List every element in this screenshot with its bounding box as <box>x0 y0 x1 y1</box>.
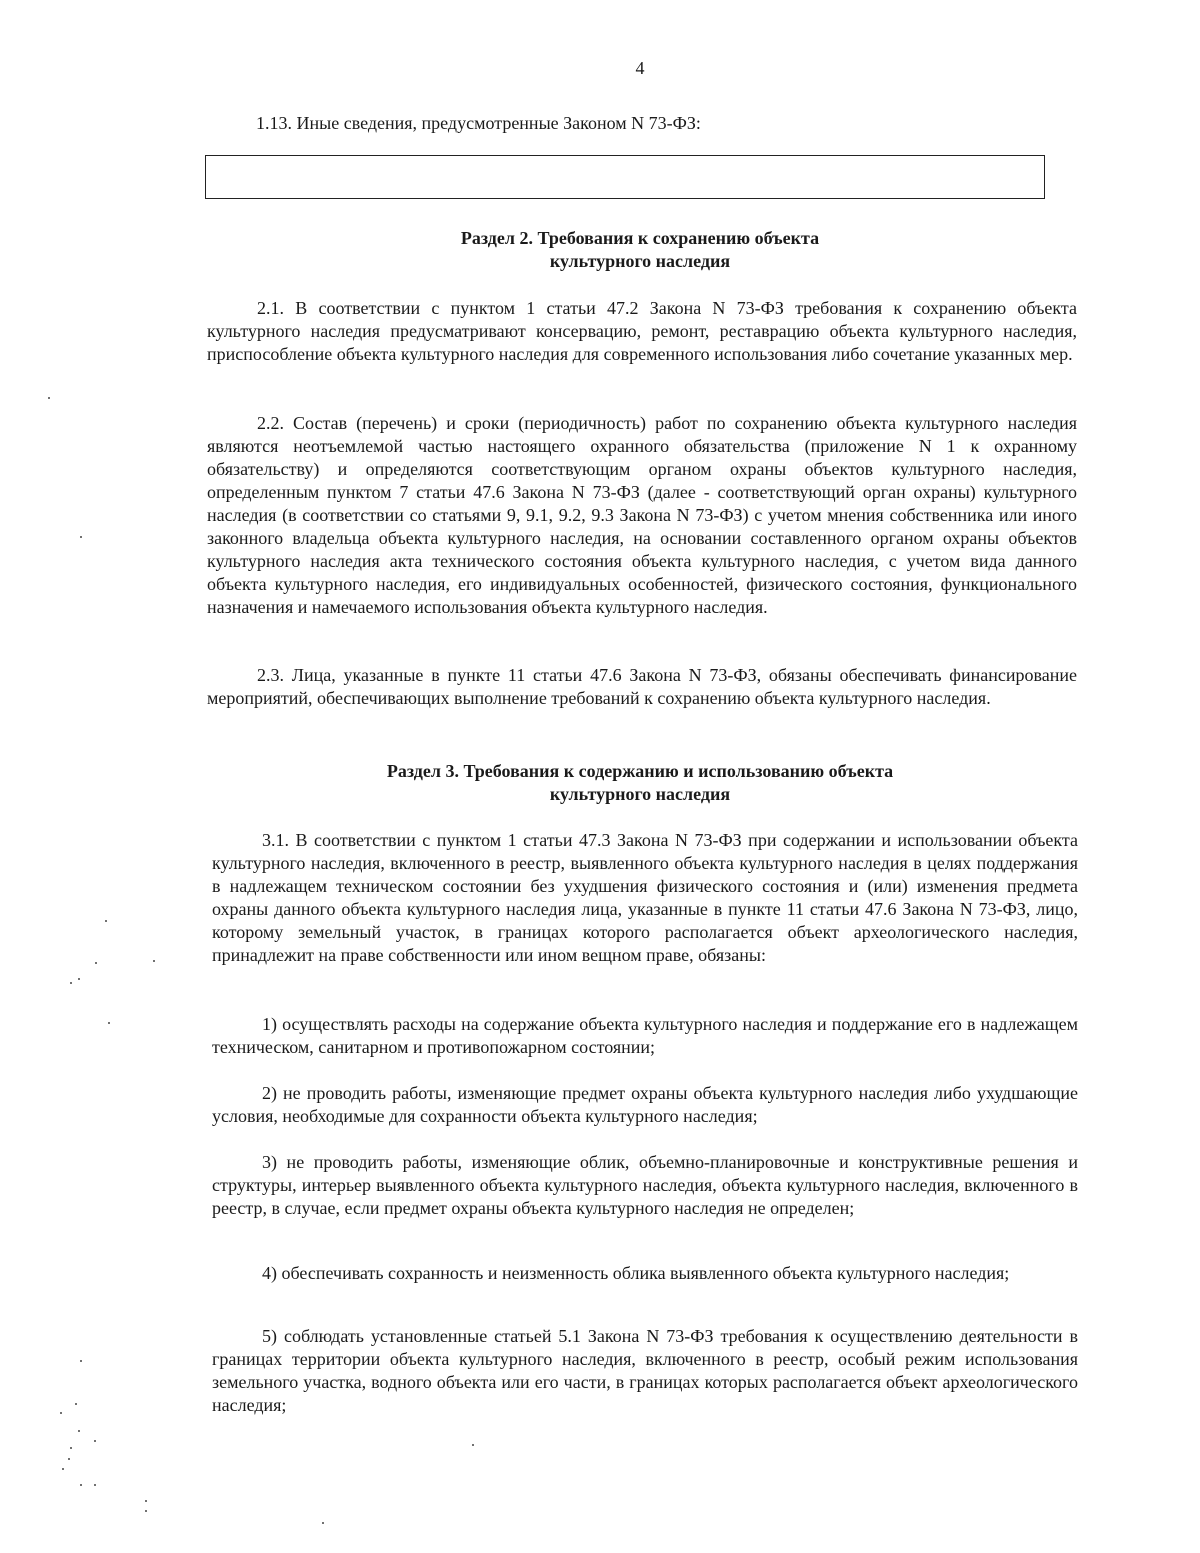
paragraph-2-3: 2.3. Лица, указанные в пункте 11 статьи 47.6 Закона N 73-ФЗ, обязаны обеспечивать финансирование мероприятий, обеспечивающих выполнение требований к сохранению объекта культурного наследия. <box>207 665 1077 708</box>
item-1-13-text: 1.13. Иные сведения, предусмотренные Законом N 73-ФЗ: <box>256 113 701 133</box>
section-3-heading-line-2: культурного наследия <box>549 784 731 804</box>
list-item-3: 3) не проводить работы, изменяющие облик, объемно-планировочные и конструктивные решения и структуры, интерьер выявленного объекта культурного наследия, объекта культурного наследия, включенного в реестр, в случае, если предмет охраны объекта культурного наследия не определен; <box>212 1152 1078 1218</box>
section-3-heading <box>200 760 1080 806</box>
paragraph-2-2: 2.2. Состав (перечень) и сроки (периодичность) работ по сохранению объекта культурного наследия являются неотъемлемой частью настоящего охранного обязательства (приложение N 1 к охранному обязательству) и определяются соответствующим органом охраны объектов культурного наследия, определенным пунктом 7 статьи 47.6 Закона N 73-ФЗ (далее - соответствующий орган охраны) культурного наследия (в соответствии со статьями 9, 9.1, 9.2, 9.3 Закона N 73-ФЗ) с учетом мнения собственника или иного законного владельца объекта культурного наследия, на основании составленного органом охраны объектов культурного наследия акта технического состояния объекта культурного наследия, с учетом вида данного объекта культурного наследия, его индивидуальных особенностей, физического состояния, функционального назначения и намечаемого использования объекта культурного наследия. <box>207 413 1077 617</box>
list-item-4: 4) обеспечивать сохранность и неизменность облика выявленного объекта культурного наследия; <box>262 1263 1010 1283</box>
list-item-1: 1) осуществлять расходы на содержание объекта культурного наследия и поддержание его в надлежащем техническом, санитарном и противопожарном состоянии; <box>212 1014 1078 1057</box>
list-item-2: 2) не проводить работы, изменяющие предмет охраны объекта культурного наследия либо ухудшающие условия, необходимые для сохранности объекта культурного наследия; <box>212 1083 1078 1126</box>
section-3-heading-line-1: Раздел 3. Требования к содержанию и использованию объекта <box>386 761 894 781</box>
page-number: 4 <box>635 58 645 78</box>
section-2-heading-line-1: Раздел 2. Требования к сохранению объекта <box>460 228 820 248</box>
paragraph-2-1: 2.1. В соответствии с пунктом 1 статьи 47.2 Закона N 73-ФЗ требования к сохранению объекта культурного наследия предусматривают консервацию, ремонт, реставрацию объекта культурного наследия, приспособление объекта культурного наследия для современного использования либо сочетание указанных мер. <box>207 298 1077 364</box>
paragraph-3-1: 3.1. В соответствии с пунктом 1 статьи 47.3 Закона N 73-ФЗ при содержании и использовании объекта культурного наследия, включенного в реестр, выявленного объекта культурного наследия в целях поддержания в надлежащем техническом состоянии без ухудшения физического состояния и (или) изменения предмета охраны данного объекта культурного наследия лица, указанные в пункте 11 статьи 47.6 Закона N 73-ФЗ, лицо, которому земельный участок, в границах которого располагается объект археологического наследия, принадлежит на праве собственности или ином вещном праве, обязаны: <box>212 830 1078 965</box>
list-item-5: 5) соблюдать установленные статьей 5.1 Закона N 73-ФЗ требования к осуществлению деятельности в границах территории объекта культурного наследия, включенного в реестр, особый режим использования земельного участка, водного объекта или его части, в границах которых располагается объект археологического наследия; <box>212 1326 1078 1415</box>
section-2-heading-line-2: культурного наследия <box>549 251 731 271</box>
section-2-heading <box>200 227 1080 273</box>
empty-info-box <box>205 155 1045 199</box>
